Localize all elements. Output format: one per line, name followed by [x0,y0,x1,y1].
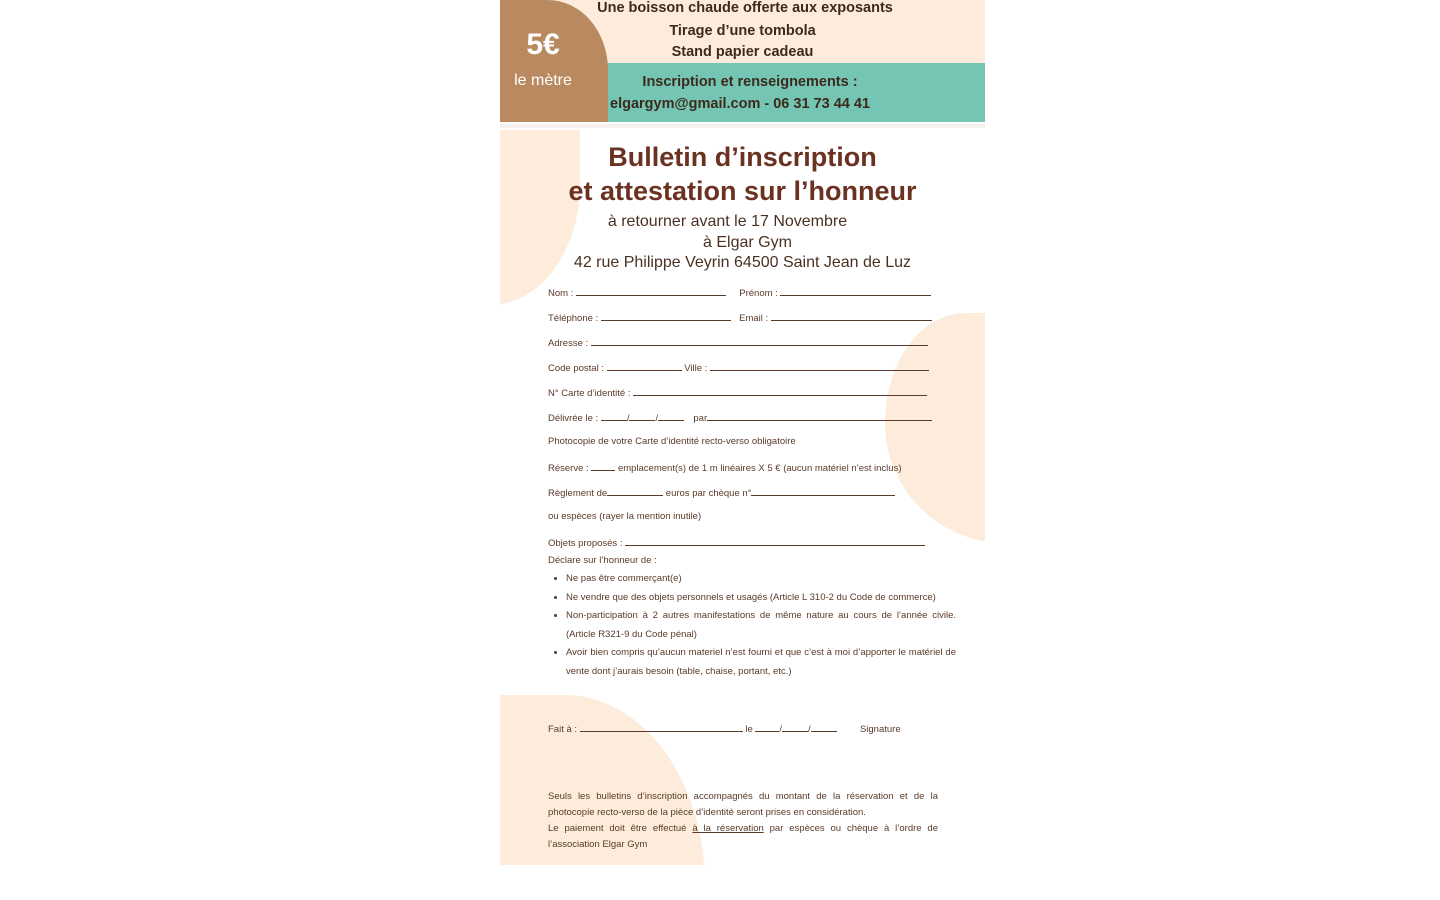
contact-banner [586,63,985,122]
prenom-label: Prénom : [739,288,778,299]
declaration-item: • Ne vendre que des objets personnels et usagés (Article L 310-2 du Code de commerce) [566,589,956,608]
header-divider [500,124,985,128]
row-name [548,286,931,299]
declaration-item: • Non-participation à 2 autres manifestations de même nature au cours de l’année civile. (Article R321-9 du Code pénal) [566,607,956,644]
photocopy-note: Photocopie de votre Carte d’identité recto-verso obligatoire [548,436,796,447]
sign-year-field[interactable] [811,722,837,732]
row-payment [548,486,895,499]
email-label: Email : [739,313,769,324]
reserve-label: Réserve : [548,463,589,474]
code-postal-field[interactable] [607,361,682,371]
footer-payment [548,821,938,853]
code-postal-label: Code postal : [548,363,604,374]
nom-label: Nom : [548,288,574,299]
signature-label: Signature [859,724,901,735]
return-address: 42 rue Philippe Veyrin 64500 Saint Jean de Luz [573,254,912,271]
row-signature: Fait à : le / / Signature [548,724,901,735]
row-issued: Délivrée le : / / par [548,411,932,424]
objets-label: Objets proposés : [548,538,623,549]
registration-document [500,0,985,865]
row-postal-city [548,361,929,374]
title-line-1: Bulletin d’inscription [608,142,877,172]
telephone-label: Téléphone : [548,313,599,324]
issue-day-field[interactable] [601,411,627,421]
declaration-heading: Déclare sur l’honneur de : [548,555,657,566]
issue-month-field[interactable] [629,411,655,421]
highlight-drink: Une boisson chaude offerte aux exposants [597,0,893,16]
ville-label: Ville : [684,363,708,374]
ville-field[interactable] [710,361,929,371]
delivree-par-label: par [693,413,708,424]
row-objects [548,536,925,549]
declaration-list [548,570,956,681]
declaration-item: • Avoir bien compris qu’aucun materiel n’est fourni et que c’est à moi d’apporter le matériel de vente dont j’aurais besoin (table, chaise, portant, etc.) [566,644,956,681]
return-deadline: à retourner avant le 17 Novembre [607,213,848,230]
nom-field[interactable] [576,286,726,296]
adresse-field[interactable] [591,336,928,346]
cheque-number-field[interactable] [751,486,895,496]
fait-a-field[interactable] [580,722,743,732]
email-field[interactable] [771,311,932,321]
row-phone-email [548,311,932,324]
footer-payment-emphasis: à la réservation [692,823,764,834]
declaration-item: • Ne pas être commerçant(e) [566,570,956,589]
footer-conditions: Seuls les bulletins d’inscription accompagnés du montant de la réservation et de la photocopie recto-verso de la pièce d’identité seront prises en considération. [548,791,938,818]
footer-payment-pre: Le paiement doit être effectué [548,823,687,834]
reglement-text: euros par chèque n° [665,488,752,499]
carte-label: N° Carte d’identité : [548,388,631,399]
contact-title: Inscription et renseignements : [642,74,858,90]
fait-a-label: Fait à : [548,724,578,735]
row-address [548,336,928,349]
sign-day-field[interactable] [755,722,779,732]
sign-month-field[interactable] [782,722,808,732]
highlight-gift-stand: Stand papier cadeau [671,44,814,60]
prenom-field[interactable] [780,286,931,296]
payment-amount-field[interactable] [607,486,663,496]
reserve-text: emplacement(s) de 1 m linéaires X 5 € (aucun matériel n’est inclus) [617,463,902,474]
objets-field[interactable] [625,536,925,546]
contact-info: elgargym@gmail.com - 06 31 73 44 41 [610,96,870,112]
row-id-card [548,386,927,399]
footer-payment-post: par espèces ou chèque à l’ordre de l’association Elgar Gym [548,823,938,850]
highlight-tombola: Tirage d’une tombola [669,23,816,39]
reglement-label: Règlement de [548,488,608,499]
price-unit: le mètre [514,72,572,89]
le-label: le [745,724,753,735]
carte-field[interactable] [633,386,927,396]
issue-year-field[interactable] [658,411,684,421]
delivree-label: Délivrée le : [548,413,599,424]
telephone-field[interactable] [601,311,731,321]
reserve-count-field[interactable] [591,461,615,471]
title-line-2: et attestation sur l’honneur [568,176,917,206]
return-recipient: à Elgar Gym [703,234,792,251]
adresse-label: Adresse : [548,338,589,349]
header-banner [500,0,985,122]
row-reserve [548,461,901,474]
price-value: 5€ [526,28,560,61]
document-title [500,140,985,208]
cash-option-note: ou espèces (rayer la mention inutile) [548,511,702,522]
issued-by-field[interactable] [707,411,932,421]
